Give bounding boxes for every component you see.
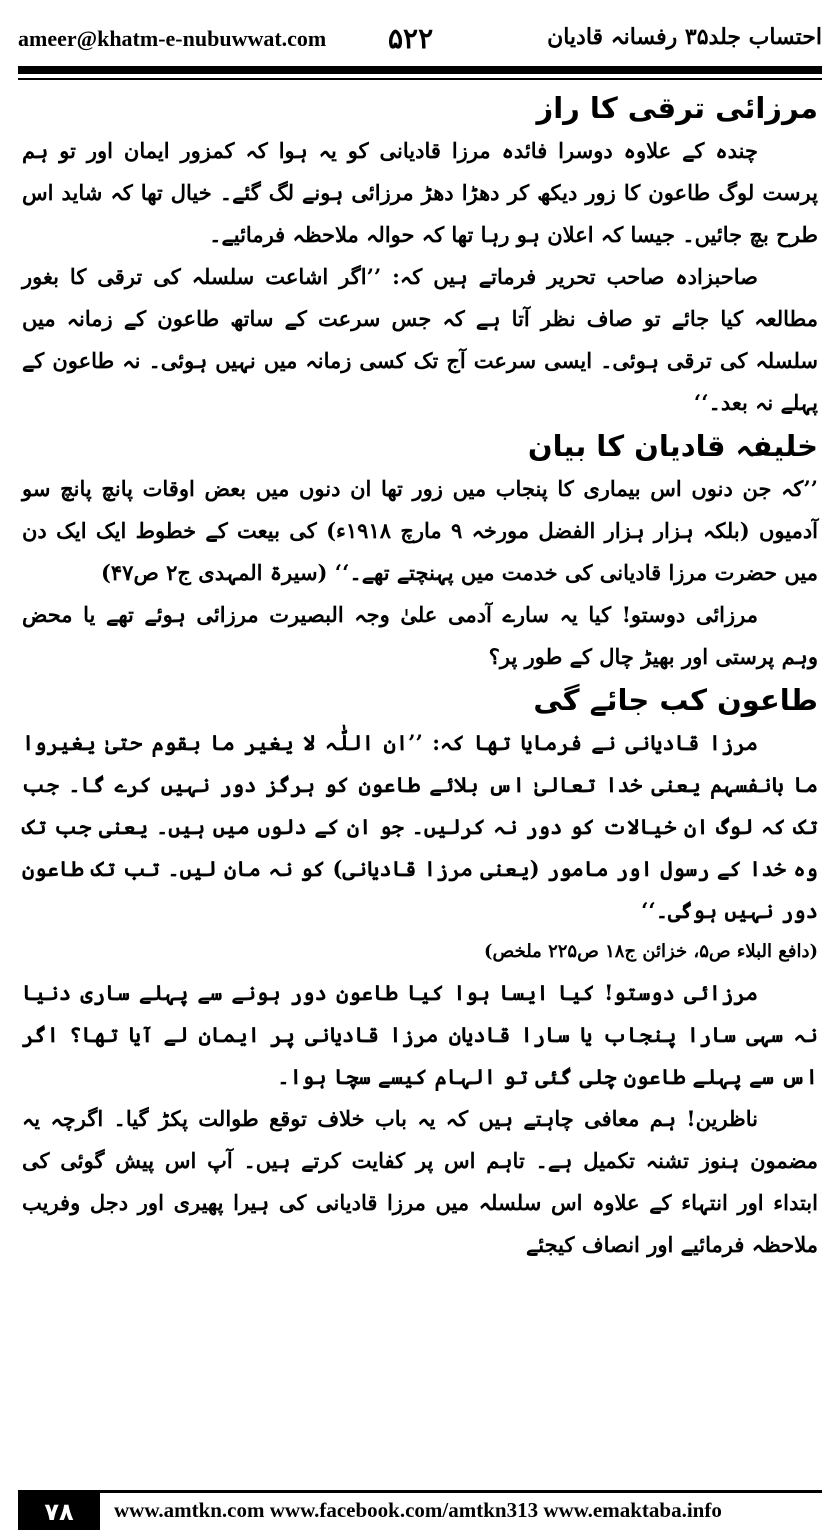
paragraph: مرزائی دوستو! کیا ایسا ہوا کیا طاعون دور ہونے سے پہلے ساری دنیا نہ سہی سارا پنجاب یا سارا قادیان مرزا قادیانی پر ایمان لے آیا تھا؟ اگر اس سے پہلے طاعون چلی گئی تو الہام کیسے سچا ہوا۔ <box>22 980 818 1089</box>
paragraph: ناظرین! ہم معافی چاہتے ہیں کہ یہ باب خلاف توقع طوالت پکڑ گیا۔ اگرچہ یہ مضمون ہنوز تشنہ تکمیل ہے۔ تاہم اس پر کفایت کرتے ہیں۔ آپ اس پیش گوئی کی ابتداء اور انتہاء کے علاوہ اس سلسلہ میں مرزا قادیانی کی ہیرا پھیری اور دجل وفریب ملاحظہ فرمائیے اور انصاف کیجئے <box>22 1106 818 1257</box>
section-heading-1: مرزائی ترقی کا راز <box>536 91 818 125</box>
page-header <box>18 16 822 66</box>
page-content <box>22 86 818 1266</box>
page-footer <box>18 1490 822 1530</box>
header-rule-thin <box>18 78 822 80</box>
section-heading-3: طاعون کب جائے گی <box>533 683 818 717</box>
header-rule-thick <box>18 66 822 74</box>
quote-paragraph: ’’کہ جن دنوں اس بیماری کا پنجاب میں زور تھا ان دنوں میں بعض اوقات پانچ پانچ سو آدمیوں (بلکہ ہزار ہزار الفضل مورخہ ۹ مارچ ۱۹۱۸ء) کی بیعت کے خطوط ایک ایک دن میں حضرت مرزا قادیانی کی خدمت میں پہنچتے تھے۔‘‘ (سیرۃ المہدی ج۲ ص۴۷) <box>22 476 819 585</box>
header-page-number: ۵۲۲ <box>388 22 434 55</box>
paragraph: چندہ کے علاوہ دوسرا فائدہ مرزا قادیانی کو یہ ہوا کہ کمزور ایمان اور تو ہم پرست لوگ طاعون کا زور دیکھ کر دھڑا دھڑ مرزائی ہونے لگ گئے۔ خیال تھا کہ شاید اس طرح بچ جائیں۔ جیسا کہ اعلان ہو رہا تھا کہ حوالہ ملاحظہ فرمائیے۔ <box>22 138 818 247</box>
footer-rule <box>18 1490 822 1493</box>
header-email: ameer@khatm-e-nubuwwat.com <box>18 26 327 51</box>
paragraph: صاحبزادہ صاحب تحریر فرماتے ہیں کہ: ’’اگر اشاعت سلسلہ کی ترقی کا بغور مطالعہ کیا جائے تو صاف نظر آتا ہے کہ جس سرعت کے ساتھ طاعون کے زمانہ میں سلسلہ کی ترقی ہوئی۔ ایسی سرعت آج تک کسی زمانہ میں نہیں ہوئی۔ نہ طاعون کے پہلے نہ بعد۔‘‘ <box>22 264 818 415</box>
section-heading-2: خلیفہ قادیان کا بیان <box>527 429 818 463</box>
header-book-title: احتساب جلد۳۵ رفسانہ قادیان <box>547 24 822 50</box>
paragraph: مرزا قادیانی نے فرمایا تھا کہ: ’’ان اللّٰہ لا یغیر ما بقوم حتیٰ یغیروا ما بانفسہم یعنی خدا تعالیٰ اس بلائے طاعون کو ہرگز دور نہیں کرے گا۔ جب تک کہ لوگ ان خیالات کو دور نہ کرلیں۔ جو ان کے دلوں میں ہیں۔ یعنی جب تک وہ خدا کے رسول اور مامور (یعنی مرزا قادیانی) کو نہ مان لیں۔ تب تک طاعون دور نہیں ہوگی۔‘‘ <box>22 730 818 923</box>
paragraph: مرزائی دوستو! کیا یہ سارے آدمی علیٰ وجہ البصیرت مرزائی ہوئے تھے یا محض وہم پرستی اور بھیڑ چال کے طور پر؟ <box>22 602 818 669</box>
reference-citation: (دافع البلاء ص۵، خزائن ج۱۸ ص۲۲۵ ملخص) <box>484 941 818 962</box>
footer-page-number: ۷۸ <box>18 1493 100 1530</box>
footer-links: www.amtkn.com www.facebook.com/amtkn313 www.emaktaba.info <box>114 1498 722 1522</box>
